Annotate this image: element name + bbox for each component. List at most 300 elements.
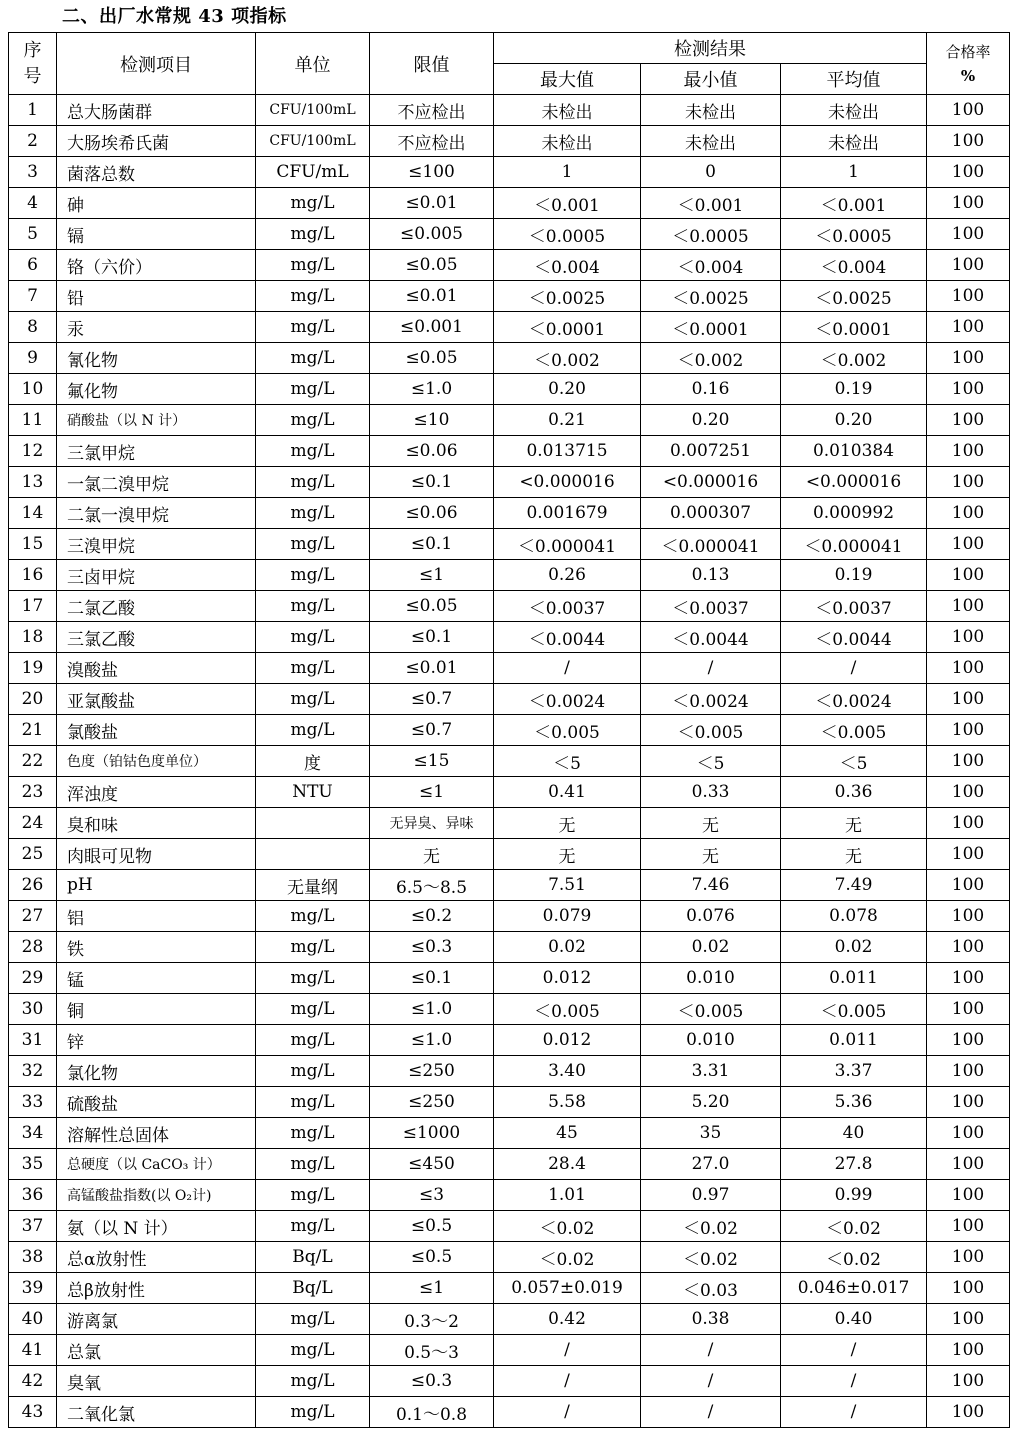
max-value: 1.01 (494, 1180, 641, 1211)
row-number: 30 (9, 994, 57, 1025)
min-value: 无 (641, 808, 781, 839)
min-value: ＜0.001 (641, 188, 781, 219)
limit-value: ≤1000 (370, 1118, 494, 1149)
row-number: 14 (9, 498, 57, 529)
max-value: / (494, 653, 641, 684)
max-value: 7.51 (494, 870, 641, 901)
limit-value: ≤100 (370, 157, 494, 188)
unit: mg/L (256, 281, 370, 312)
pass-rate: 100 (927, 1025, 1010, 1056)
unit: mg/L (256, 250, 370, 281)
header-seq: 序 号 (9, 33, 57, 95)
header-limit: 限值 (370, 33, 494, 95)
pass-rate: 100 (927, 684, 1010, 715)
max-value: 未检出 (494, 126, 641, 157)
row-number: 40 (9, 1304, 57, 1335)
table-row (9, 1273, 1010, 1304)
max-value: 1 (494, 157, 641, 188)
avg-value: 0.011 (781, 963, 927, 994)
unit: mg/L (256, 343, 370, 374)
limit-value: ≤3 (370, 1180, 494, 1211)
row-number: 33 (9, 1087, 57, 1118)
max-value: 0.41 (494, 777, 641, 808)
avg-value: 未检出 (781, 126, 927, 157)
max-value: ＜0.0001 (494, 312, 641, 343)
min-value: 0.000307 (641, 498, 781, 529)
row-number: 39 (9, 1273, 57, 1304)
avg-value: 7.49 (781, 870, 927, 901)
unit: mg/L (256, 436, 370, 467)
pass-rate: 100 (927, 312, 1010, 343)
min-value: 0.13 (641, 560, 781, 591)
min-value: 0.38 (641, 1304, 781, 1335)
limit-value: ≤450 (370, 1149, 494, 1180)
min-value: 未检出 (641, 95, 781, 126)
pass-rate: 100 (927, 901, 1010, 932)
pass-rate: 100 (927, 1304, 1010, 1335)
table-body (9, 95, 1010, 1428)
row-number: 9 (9, 343, 57, 374)
min-value: 0.20 (641, 405, 781, 436)
max-value: 5.58 (494, 1087, 641, 1118)
row-number: 43 (9, 1397, 57, 1428)
pass-rate: 100 (927, 188, 1010, 219)
row-number: 15 (9, 529, 57, 560)
unit: mg/L (256, 529, 370, 560)
test-item: 锌 (57, 1025, 256, 1056)
row-number: 19 (9, 653, 57, 684)
avg-value: ＜0.0005 (781, 219, 927, 250)
min-value: ＜0.004 (641, 250, 781, 281)
limit-value: ≤0.1 (370, 963, 494, 994)
max-value: 0.012 (494, 963, 641, 994)
row-number: 20 (9, 684, 57, 715)
avg-value: 0.36 (781, 777, 927, 808)
min-value: 0.97 (641, 1180, 781, 1211)
min-value: / (641, 1397, 781, 1428)
avg-value: 0.20 (781, 405, 927, 436)
pass-rate: 100 (927, 1118, 1010, 1149)
limit-value: 0.5～3 (370, 1335, 494, 1366)
pass-rate: 100 (927, 343, 1010, 374)
min-value: ＜0.02 (641, 1211, 781, 1242)
header-item: 检测项目 (57, 33, 256, 95)
limit-value: ≤0.1 (370, 529, 494, 560)
min-value: 0.010 (641, 963, 781, 994)
min-value: 5.20 (641, 1087, 781, 1118)
avg-value: 0.40 (781, 1304, 927, 1335)
table-row (9, 808, 1010, 839)
avg-value: 0.011 (781, 1025, 927, 1056)
table-row (9, 343, 1010, 374)
limit-value: ≤0.05 (370, 591, 494, 622)
test-item: 浑浊度 (57, 777, 256, 808)
header-row-1 (9, 33, 1010, 64)
table-row (9, 1304, 1010, 1335)
max-value: 28.4 (494, 1149, 641, 1180)
table-row (9, 1087, 1010, 1118)
avg-value: ＜0.0001 (781, 312, 927, 343)
row-number: 17 (9, 591, 57, 622)
limit-value: ≤0.06 (370, 436, 494, 467)
test-item: 二氯乙酸 (57, 591, 256, 622)
test-item: 菌落总数 (57, 157, 256, 188)
unit: mg/L (256, 312, 370, 343)
pass-rate: 100 (927, 405, 1010, 436)
unit: mg/L (256, 1149, 370, 1180)
table-row (9, 1366, 1010, 1397)
unit: Bq/L (256, 1242, 370, 1273)
max-value: ＜0.001 (494, 188, 641, 219)
table-row (9, 157, 1010, 188)
avg-value: / (781, 1366, 927, 1397)
limit-value: ≤1.0 (370, 374, 494, 405)
pass-rate: 100 (927, 467, 1010, 498)
header-unit: 单位 (256, 33, 370, 95)
limit-value: 0.1～0.8 (370, 1397, 494, 1428)
test-item: 砷 (57, 188, 256, 219)
row-number: 8 (9, 312, 57, 343)
max-value: ＜0.0044 (494, 622, 641, 653)
max-value: ＜0.002 (494, 343, 641, 374)
pass-rate: 100 (927, 498, 1010, 529)
unit: CFU/100mL (256, 126, 370, 157)
row-number: 7 (9, 281, 57, 312)
row-number: 27 (9, 901, 57, 932)
test-item: 高锰酸盐指数(以 O₂计) (57, 1180, 256, 1211)
table-row (9, 746, 1010, 777)
max-value: 无 (494, 839, 641, 870)
max-value: 0.21 (494, 405, 641, 436)
avg-value: ＜0.0025 (781, 281, 927, 312)
pass-rate: 100 (927, 1242, 1010, 1273)
test-item: 色度（铂钴色度单位） (57, 746, 256, 777)
pass-rate: 100 (927, 1366, 1010, 1397)
test-item: 三卤甲烷 (57, 560, 256, 591)
table-row (9, 374, 1010, 405)
avg-value: 0.19 (781, 374, 927, 405)
avg-value: 0.000992 (781, 498, 927, 529)
row-number: 31 (9, 1025, 57, 1056)
unit: mg/L (256, 467, 370, 498)
test-item: 二氧化氯 (57, 1397, 256, 1428)
max-value: / (494, 1366, 641, 1397)
avg-value: 27.8 (781, 1149, 927, 1180)
limit-value: ≤0.7 (370, 684, 494, 715)
row-number: 16 (9, 560, 57, 591)
min-value: 0.076 (641, 901, 781, 932)
avg-value: 1 (781, 157, 927, 188)
test-item: 臭和味 (57, 808, 256, 839)
min-value: 无 (641, 839, 781, 870)
row-number: 25 (9, 839, 57, 870)
pass-rate: 100 (927, 777, 1010, 808)
min-value: ＜5 (641, 746, 781, 777)
row-number: 36 (9, 1180, 57, 1211)
limit-value: ≤0.3 (370, 1366, 494, 1397)
test-item: 溴酸盐 (57, 653, 256, 684)
row-number: 28 (9, 932, 57, 963)
max-value: 0.013715 (494, 436, 641, 467)
avg-value: 3.37 (781, 1056, 927, 1087)
max-value: ＜0.02 (494, 1242, 641, 1273)
row-number: 18 (9, 622, 57, 653)
max-value: ＜0.000041 (494, 529, 641, 560)
avg-value: ＜0.02 (781, 1211, 927, 1242)
avg-value: ＜0.0037 (781, 591, 927, 622)
test-item: 氯化物 (57, 1056, 256, 1087)
min-value: <0.000016 (641, 467, 781, 498)
test-item: 铅 (57, 281, 256, 312)
avg-value: 无 (781, 808, 927, 839)
table-row (9, 901, 1010, 932)
row-number: 2 (9, 126, 57, 157)
min-value: 35 (641, 1118, 781, 1149)
pass-rate: 100 (927, 622, 1010, 653)
min-value: ＜0.0044 (641, 622, 781, 653)
unit: CFU/mL (256, 157, 370, 188)
row-number: 35 (9, 1149, 57, 1180)
max-value: 0.001679 (494, 498, 641, 529)
limit-value: ≤0.2 (370, 901, 494, 932)
table-row (9, 467, 1010, 498)
unit: mg/L (256, 1087, 370, 1118)
header-pass-rate: 合格率 % (927, 33, 1010, 95)
max-value: 0.20 (494, 374, 641, 405)
unit: mg/L (256, 622, 370, 653)
avg-value: ＜0.000041 (781, 529, 927, 560)
row-number: 12 (9, 436, 57, 467)
pass-rate: 100 (927, 95, 1010, 126)
row-number: 37 (9, 1211, 57, 1242)
limit-value: ≤1.0 (370, 1025, 494, 1056)
pass-rate: 100 (927, 281, 1010, 312)
pass-rate: 100 (927, 1211, 1010, 1242)
test-item: 氨（以 N 计） (57, 1211, 256, 1242)
table-row (9, 591, 1010, 622)
test-item: 硫酸盐 (57, 1087, 256, 1118)
table-row (9, 405, 1010, 436)
row-number: 1 (9, 95, 57, 126)
min-value: 3.31 (641, 1056, 781, 1087)
row-number: 23 (9, 777, 57, 808)
test-item: 总氯 (57, 1335, 256, 1366)
table-row (9, 498, 1010, 529)
test-item: 总硬度（以 CaCO₃ 计） (57, 1149, 256, 1180)
table-row (9, 715, 1010, 746)
min-value: 27.0 (641, 1149, 781, 1180)
max-value: 0.057±0.019 (494, 1273, 641, 1304)
pass-rate: 100 (927, 653, 1010, 684)
pass-rate: 100 (927, 1397, 1010, 1428)
max-value: 0.02 (494, 932, 641, 963)
test-item: 一氯二溴甲烷 (57, 467, 256, 498)
pass-rate: 100 (927, 157, 1010, 188)
test-item: 氟化物 (57, 374, 256, 405)
table-row (9, 870, 1010, 901)
pass-rate: 100 (927, 250, 1010, 281)
table-row (9, 1242, 1010, 1273)
limit-value: ≤250 (370, 1087, 494, 1118)
limit-value: ≤0.01 (370, 281, 494, 312)
table-row (9, 1118, 1010, 1149)
row-number: 13 (9, 467, 57, 498)
row-number: 24 (9, 808, 57, 839)
limit-value: ≤0.7 (370, 715, 494, 746)
min-value: 0.010 (641, 1025, 781, 1056)
table-row (9, 250, 1010, 281)
limit-value: 6.5～8.5 (370, 870, 494, 901)
table-row (9, 777, 1010, 808)
limit-value: ≤0.06 (370, 498, 494, 529)
test-item: 二氯一溴甲烷 (57, 498, 256, 529)
limit-value: ≤0.001 (370, 312, 494, 343)
max-value: 45 (494, 1118, 641, 1149)
pass-rate: 100 (927, 1180, 1010, 1211)
unit: CFU/100mL (256, 95, 370, 126)
test-item: 铬（六价） (57, 250, 256, 281)
max-value: 无 (494, 808, 641, 839)
avg-value: ＜5 (781, 746, 927, 777)
unit: NTU (256, 777, 370, 808)
table-row (9, 932, 1010, 963)
limit-value: ≤0.05 (370, 343, 494, 374)
row-number: 3 (9, 157, 57, 188)
test-item: 溶解性总固体 (57, 1118, 256, 1149)
test-item: 三氯甲烷 (57, 436, 256, 467)
table-row (9, 560, 1010, 591)
max-value: ＜0.0024 (494, 684, 641, 715)
table-row (9, 1211, 1010, 1242)
test-item: 大肠埃希氏菌 (57, 126, 256, 157)
pass-rate: 100 (927, 932, 1010, 963)
max-value: ＜0.02 (494, 1211, 641, 1242)
unit: 度 (256, 746, 370, 777)
test-item: 锰 (57, 963, 256, 994)
min-value: 未检出 (641, 126, 781, 157)
table-row (9, 219, 1010, 250)
avg-value: ＜0.005 (781, 994, 927, 1025)
unit: mg/L (256, 1025, 370, 1056)
avg-value: 0.19 (781, 560, 927, 591)
unit: mg/L (256, 219, 370, 250)
limit-value: ≤1 (370, 777, 494, 808)
pass-rate: 100 (927, 839, 1010, 870)
min-value: ＜0.005 (641, 994, 781, 1025)
test-item: 总β放射性 (57, 1273, 256, 1304)
unit: mg/L (256, 1335, 370, 1366)
unit: Bq/L (256, 1273, 370, 1304)
row-number: 32 (9, 1056, 57, 1087)
test-item: 总α放射性 (57, 1242, 256, 1273)
max-value: ＜0.0025 (494, 281, 641, 312)
table-row (9, 1056, 1010, 1087)
pass-rate: 100 (927, 1087, 1010, 1118)
table-row (9, 188, 1010, 219)
avg-value: ＜0.005 (781, 715, 927, 746)
limit-value: ≤0.1 (370, 467, 494, 498)
limit-value: ≤0.05 (370, 250, 494, 281)
max-value: / (494, 1397, 641, 1428)
max-value: ＜0.0037 (494, 591, 641, 622)
row-number: 11 (9, 405, 57, 436)
limit-value: 0.3～2 (370, 1304, 494, 1335)
test-item: 铜 (57, 994, 256, 1025)
min-value: ＜0.0025 (641, 281, 781, 312)
header-avg: 平均值 (781, 64, 927, 95)
table-row (9, 839, 1010, 870)
unit: mg/L (256, 591, 370, 622)
unit: mg/L (256, 1118, 370, 1149)
pass-rate: 100 (927, 994, 1010, 1025)
section-heading: 二、出厂水常规 43 项指标 (62, 6, 287, 27)
limit-value: ≤1 (370, 1273, 494, 1304)
unit: mg/L (256, 932, 370, 963)
row-number: 42 (9, 1366, 57, 1397)
row-number: 41 (9, 1335, 57, 1366)
limit-value: ≤0.3 (370, 932, 494, 963)
avg-value: / (781, 653, 927, 684)
max-value: ＜0.005 (494, 994, 641, 1025)
min-value: 0.16 (641, 374, 781, 405)
min-value: ＜0.0024 (641, 684, 781, 715)
unit: mg/L (256, 653, 370, 684)
header-max: 最大值 (494, 64, 641, 95)
avg-value: 未检出 (781, 95, 927, 126)
table-row (9, 622, 1010, 653)
table-row (9, 1149, 1010, 1180)
pass-rate: 100 (927, 1335, 1010, 1366)
pass-rate: 100 (927, 560, 1010, 591)
test-item: 氰化物 (57, 343, 256, 374)
max-value: <0.000016 (494, 467, 641, 498)
pass-rate: 100 (927, 746, 1010, 777)
min-value: / (641, 1366, 781, 1397)
test-item: 汞 (57, 312, 256, 343)
min-value: ＜0.0001 (641, 312, 781, 343)
row-number: 5 (9, 219, 57, 250)
table-row (9, 653, 1010, 684)
limit-value: ≤0.1 (370, 622, 494, 653)
limit-value: ≤15 (370, 746, 494, 777)
limit-value: ≤0.005 (370, 219, 494, 250)
unit (256, 808, 370, 839)
max-value: 0.079 (494, 901, 641, 932)
pass-rate: 100 (927, 436, 1010, 467)
test-item: 肉眼可见物 (57, 839, 256, 870)
avg-value: 5.36 (781, 1087, 927, 1118)
test-item: 总大肠菌群 (57, 95, 256, 126)
unit: mg/L (256, 1056, 370, 1087)
avg-value: 0.99 (781, 1180, 927, 1211)
row-number: 22 (9, 746, 57, 777)
unit (256, 839, 370, 870)
table-row (9, 994, 1010, 1025)
max-value: 0.42 (494, 1304, 641, 1335)
avg-value: ＜0.0024 (781, 684, 927, 715)
test-item: 三氯乙酸 (57, 622, 256, 653)
test-item: 游离氯 (57, 1304, 256, 1335)
min-value: 7.46 (641, 870, 781, 901)
pass-rate: 100 (927, 374, 1010, 405)
unit: mg/L (256, 498, 370, 529)
unit: mg/L (256, 1180, 370, 1211)
avg-value: ＜0.0044 (781, 622, 927, 653)
min-value: ＜0.002 (641, 343, 781, 374)
unit: mg/L (256, 963, 370, 994)
test-item: 臭氧 (57, 1366, 256, 1397)
pass-rate: 100 (927, 591, 1010, 622)
